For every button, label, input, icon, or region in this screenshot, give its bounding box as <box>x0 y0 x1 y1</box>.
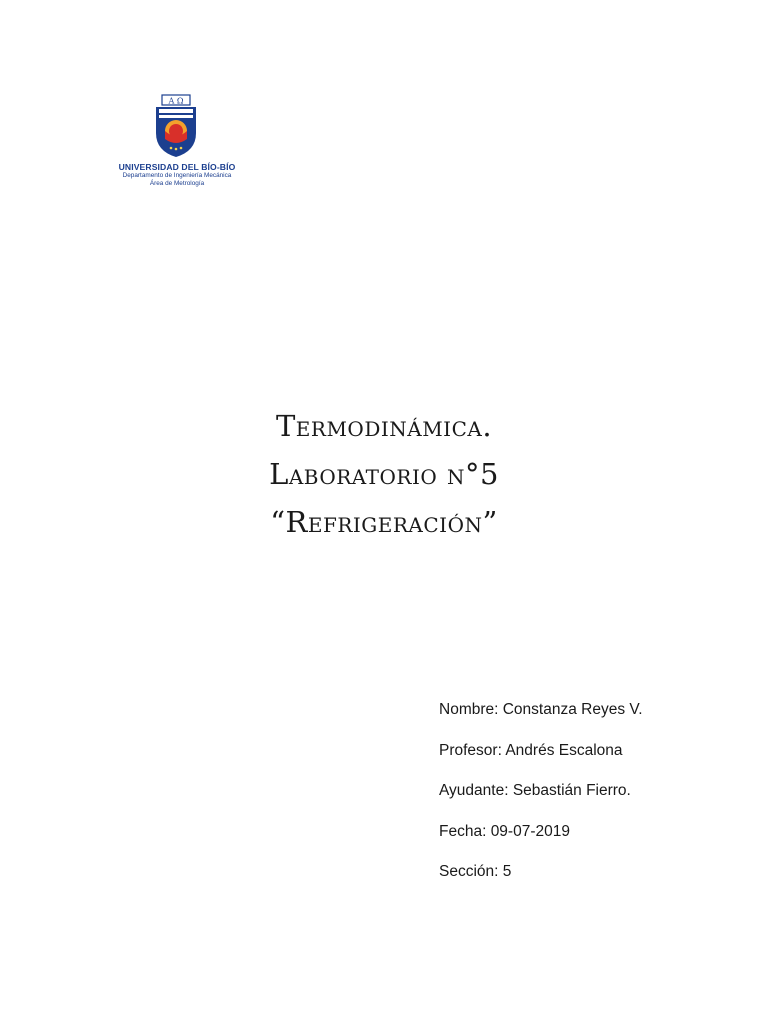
info-fecha: Fecha: 09-07-2019 <box>439 822 570 840</box>
university-shield-icon <box>152 93 200 159</box>
info-profesor: Profesor: Andrés Escalona <box>439 741 623 759</box>
emblem-letters: A Ω <box>168 96 184 106</box>
author-info <box>439 700 643 903</box>
info-ayudante: Ayudante: Sebastián Fierro. <box>439 782 631 799</box>
title-lab-number: Laboratorio n°5 <box>269 457 499 491</box>
document-title <box>0 402 768 546</box>
title-topic: “Refrigeración” <box>270 505 498 539</box>
university-logo <box>107 93 247 203</box>
area-name: Área de Metrología <box>149 180 205 187</box>
title-course: Termodinámica. <box>275 409 493 443</box>
university-name: UNIVERSIDAD DEL BÍO-BÍO <box>118 162 236 172</box>
department-name: Departamento de Ingeniería Mecánica <box>122 172 232 180</box>
logo-text <box>107 163 247 187</box>
info-nombre: Nombre: Constanza Reyes V. <box>439 701 643 718</box>
info-seccion: Sección: 5 <box>439 863 512 880</box>
